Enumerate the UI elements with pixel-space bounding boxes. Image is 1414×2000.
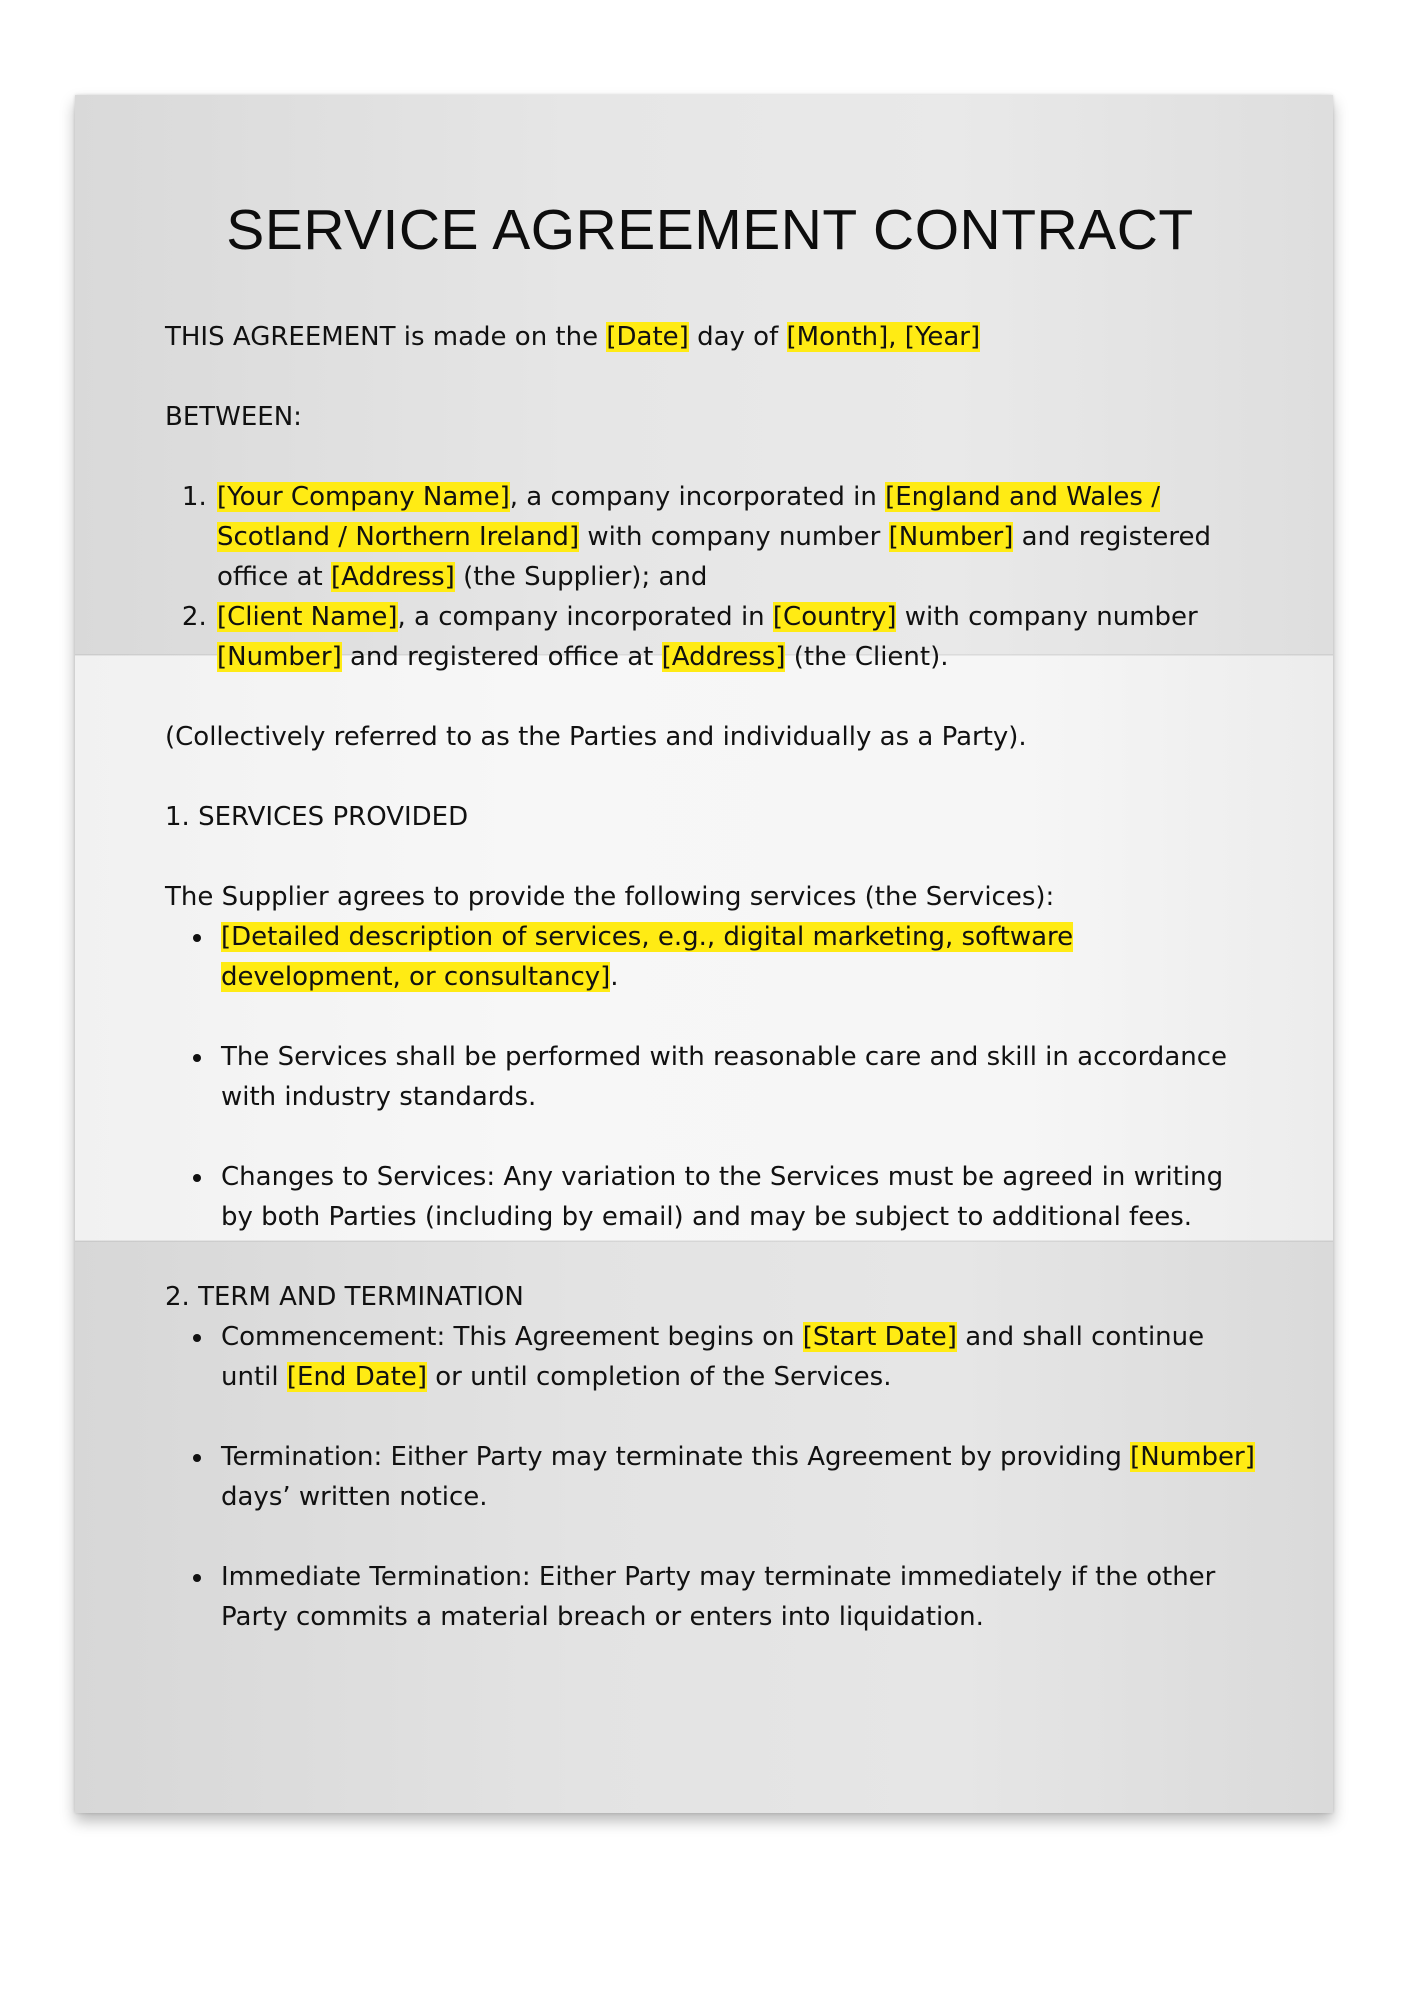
collective-definition: (Collectively referred to as the Parties and individually as a Party). bbox=[165, 722, 1027, 752]
between-label: BETWEEN: bbox=[165, 402, 302, 432]
start-date-placeholder: [Start Date] bbox=[802, 1322, 957, 1352]
services-changes-item: • Changes to Services: Any variation to the Services must be agreed in writing by both Parties (including by email) and may be subject to additional fees. bbox=[215, 1157, 1255, 1237]
jurisdiction-placeholder: [England and Wales / Scotland / Northern Ireland] bbox=[217, 482, 1160, 552]
party-supplier: 1. [Your Company Name], a company incorporated in [England and Wales / Scotland / Northern Ireland] with company number [Number] and registered office at [Address] (the Supplier); and bbox=[215, 477, 1255, 597]
party-client: 2. [Client Name], a company incorporated in [Country] with company number [Number] and registered office at [Address] (the Client). bbox=[215, 597, 1255, 677]
country-placeholder: [Country] bbox=[772, 602, 897, 632]
services-description-placeholder: [Detailed description of services, e.g., digital marketing, software development, or consultancy] bbox=[221, 922, 1074, 992]
notice-days-placeholder: [Number] bbox=[1130, 1442, 1255, 1472]
section1-heading: 1. SERVICES PROVIDED bbox=[165, 802, 469, 832]
document-content bbox=[165, 195, 1255, 1637]
immediate-termination-item: • Immediate Termination: Either Party may terminate immediately if the other Party commits a material breach or enters into liquidation. bbox=[215, 1557, 1255, 1637]
date-placeholder: [Date] bbox=[606, 322, 689, 352]
number-placeholder: [Number] bbox=[888, 522, 1014, 552]
services-list bbox=[165, 917, 1255, 1237]
client-name-placeholder: [Client Name] bbox=[217, 602, 398, 632]
services-description-item: • [Detailed description of services, e.g., digital marketing, software development, or consultancy]. bbox=[215, 917, 1255, 997]
number-placeholder: [Number] bbox=[217, 642, 342, 672]
section1-intro: The Supplier agrees to provide the following services (the Services): bbox=[165, 882, 1055, 912]
agreement-intro: THIS AGREEMENT is made on the [Date] day of [Month], [Year] bbox=[165, 322, 981, 352]
termination-item: • Termination: Either Party may terminate this Agreement by providing [Number] days’ written notice. bbox=[215, 1437, 1255, 1517]
end-date-placeholder: [End Date] bbox=[286, 1362, 427, 1392]
address-placeholder: [Address] bbox=[661, 642, 786, 672]
address-placeholder: [Address] bbox=[331, 562, 455, 592]
section2-heading: 2. TERM AND TERMINATION bbox=[165, 1282, 524, 1312]
document-title: SERVICE AGREEMENT CONTRACT bbox=[226, 198, 1194, 262]
commencement-item: • Commencement: This Agreement begins on [Start Date] and shall continue until [End Date] or until completion of the Services. bbox=[215, 1317, 1255, 1397]
parties-list bbox=[165, 477, 1255, 677]
term-list bbox=[165, 1317, 1255, 1637]
services-standard-item: • The Services shall be performed with reasonable care and skill in accordance with industry standards. bbox=[215, 1037, 1255, 1117]
company-name-placeholder: [Your Company Name] bbox=[217, 482, 510, 512]
document-paper bbox=[75, 95, 1333, 1813]
month-year-placeholder: [Month], [Year] bbox=[786, 322, 981, 352]
